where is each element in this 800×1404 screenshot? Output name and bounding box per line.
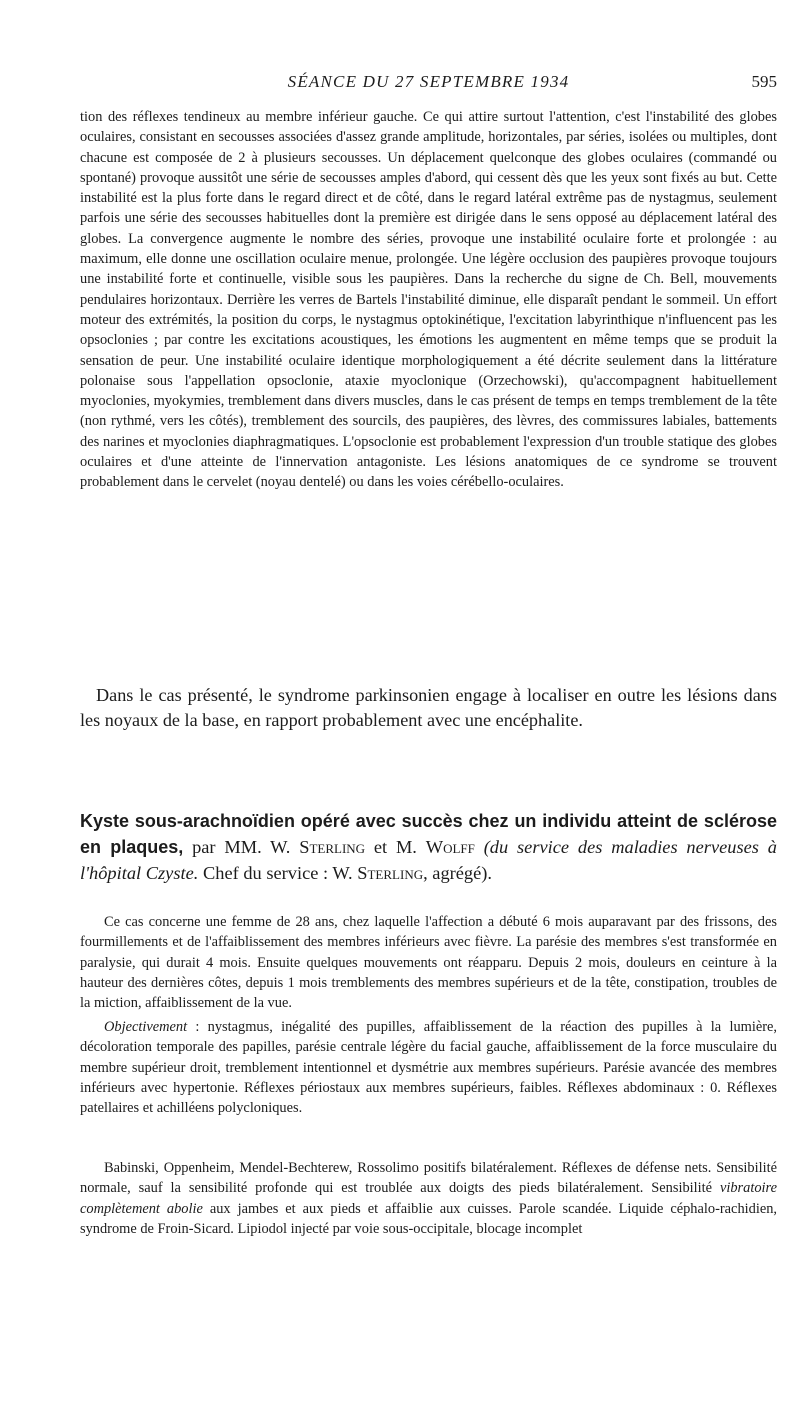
running-title: SÉANCE DU 27 SEPTEMBRE 1934 (287, 72, 570, 91)
chief-name: Sterling (357, 863, 424, 883)
heading-by: par (192, 837, 216, 857)
case-paragraph: Ce cas concerne une femme de 28 ans, chez laquelle l'affection a débuté 6 mois auparavant par des frissons, des fourmillements et de l'affaiblissement des membres inférieurs avec fièvre. La parésie des membres s'est transformée en paralysie, qui durait 4 mois. Ensuite quelques mouvements ont réapparu. Depuis 2 mois, douleurs en ceinture à la hauteur des dernières côtes, depuis 1 mois tremblements des membres supérieurs et de la tête, constipation, troubles de la miction, affaiblissement de la vue. (80, 914, 777, 1012)
reflex-paragraph (80, 1158, 777, 1239)
chief-title: , agrégé). (423, 863, 493, 883)
reflex-text-before: Babinski, Oppenheim, Mendel-Bechterew, Rossolimo positifs bilatéralement. Réflexes de défense nets. Sensibilité normale, sauf la sensibilité profonde qui est troublée aux doigts des pieds bilatéralement. Sensibilité (80, 1160, 777, 1197)
objective-text: : nystagmus, inégalité des pupilles, affaiblissement de la réaction des pupilles à la lumière, décoloration temporale des papilles, parésie centrale légère du facial gauche, affaiblissement de la force musculaire du membre supérieur droit, tremblement intentionnel et dysmétrie aux membres supérieurs. Parésie avancée des membres inférieurs avec hypertonie. Réflexes périostaux aux membres supérieurs, faibles. Réflexes abdominaux : 0. Réflexes patellaires et achilléens polycloniques. (80, 1019, 777, 1117)
authors-prefix: MM. W. (224, 837, 291, 857)
reflex-italic: vibratoire complètement abolie (80, 1180, 777, 1217)
author-2-prefix: M. (395, 837, 417, 857)
objective-paragraph (80, 1017, 777, 1118)
continued-paragraph: tion des réflexes tendineux au membre inférieur gauche. Ce qui attire surtout l'attention, c'est l'instabilité des globes oculaires, consistant en secousses associées d'assez grande amplitude, horizontales, par séries, isolées ou multiples, dont chacune est composée de 2 à plusieurs secousses. Un déplacement quelconque des globes oculaires (commandé ou spontané) provoque aussitôt une série de secousses amples d'abord, qui cessent dès que les yeux sont fixés au but. Cette instabilité est la plus forte dans le regard direct et de côté, dans le regard latéral extrême pas de nystagmus, seulement parfois une série des secousses habituelles dont la première est dirigée dans le sens opposé au déplacement latéral des globes. La convergence augmente le nombre des séries, provoque une instabilité oculaire forte et prolongée : au maximum, elle donne une oscillation oculaire menue, prolongée. Une légère occlusion des paupières provoque toujours une instabilité forte et continuelle, visible sous les paupières. Dans la recherche du signe de Ch. Bell, mouvements pendulaires horizontaux. Derrière les verres de Bartels l'instabilité diminue, elle disparaît pendant le sommeil. Un effort moteur des extrémités, la position du corps, le nystagmus optokinétique, l'excitation labyrinthique n'influencent pas les opsoclonies ; par contre les excitations acoustiques, les émotions les augmentent en même temps que se produit la sensation de peur. Une instabilité oculaire identique morphologiquement a été décrite seulement dans la littérature polonaise sous l'appellation opsoclonie, ataxie myoclonique (Orzechowski), qu'accompagnent habituellement myoclonies, myokymies, tremblement dans divers muscles, dans le cas présent de temps en temps tremblement de la tête (non rythmé, vers les côtés), tremblement des sourcils, des paupières, des lèvres, des commissures labiales, battements des narines et myoclonies diaphragmatiques. L'opsoclonie est probablement l'expression d'un trouble statique des globes oculaires et d'une atteinte de l'innervation antagoniste. Les lésions anatomiques de ce syndrome se trouvent probablement dans le cervelet (noyau dentelé) ou dans les voies cérébello-oculaires. (80, 109, 777, 491)
conclusion-paragraph: Dans le cas présenté, le syndrome parkinsonien engage à localiser en outre les lésions dans les noyaux de la base, en rapport probablement avec une encéphalite. (80, 685, 777, 730)
heading-and: et (373, 837, 388, 857)
running-header (80, 72, 777, 96)
reflex-text-after: aux jambes et aux pieds et affaiblie aux cuisses. Parole scandée. Liquide céphalo-rachidien, syndrome de Froin-Sicard. Lipiodol injecté par voie sous-occipitale, blocage incomplet (80, 1200, 778, 1237)
institution: (du service des maladies nerveuses à l'hôpital Czyste. (80, 837, 777, 883)
author-wolff: Wolff (425, 837, 475, 857)
article-title: Kyste sous-arachnoïdien opéré avec succès chez un individu atteint de sclérose en plaques, (80, 811, 777, 857)
objective-label: Objectivement (104, 1019, 188, 1035)
author-sterling: Sterling (299, 837, 366, 857)
article-heading (80, 808, 777, 886)
chief-label: Chef du service : (202, 863, 329, 883)
page-number: 595 (751, 72, 777, 91)
chief-prefix: W. (332, 863, 353, 883)
